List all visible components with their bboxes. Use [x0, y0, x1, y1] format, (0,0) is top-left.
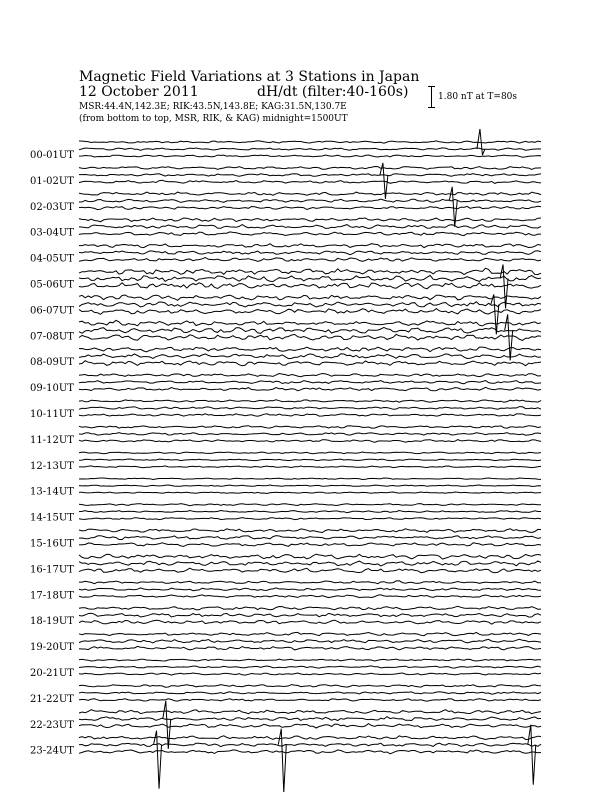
trace-msr: [79, 387, 541, 391]
trace-rik: [79, 407, 541, 410]
trace-kag: [79, 167, 541, 170]
trace-rik: [79, 302, 541, 307]
hour-row-label: 05-06UT: [30, 279, 74, 291]
trace-msr: [79, 699, 541, 702]
hour-row-label: 13-14UT: [30, 486, 74, 498]
trace-msr: [79, 155, 541, 157]
trace-msr: [79, 646, 541, 650]
spike-excursion: [528, 725, 536, 785]
trace-kag: [79, 632, 541, 635]
trace-kag: [79, 504, 541, 506]
trace-msr: [79, 673, 541, 675]
chart-filter: dH/dt (filter:40-160s): [257, 84, 409, 100]
trace-msr: [79, 206, 541, 209]
hour-row-label: 17-18UT: [30, 590, 74, 602]
chart-date: 12 October 2011: [79, 84, 199, 100]
spike-excursion: [505, 314, 513, 360]
spike-excursion: [477, 129, 485, 155]
hour-row-label: 14-15UT: [30, 512, 74, 524]
trace-kag: [79, 268, 541, 274]
hour-row-label: 19-20UT: [30, 642, 74, 654]
trace-msr: [79, 466, 541, 468]
trace-rik: [79, 666, 541, 668]
spike-excursion: [154, 731, 162, 789]
trace-rik: [79, 485, 541, 486]
trace-kag: [79, 736, 541, 740]
trace-rik: [79, 327, 541, 333]
trace-kag: [79, 581, 541, 584]
hour-row-label: 01-02UT: [30, 175, 74, 187]
hour-row-label: 15-16UT: [30, 538, 74, 550]
trace-msr: [79, 414, 541, 416]
hour-row-label: 06-07UT: [30, 305, 74, 317]
trace-kag: [79, 426, 541, 429]
hour-row-label: 02-03UT: [30, 201, 74, 213]
trace-msr: [79, 232, 541, 236]
trace-msr: [79, 309, 541, 315]
trace-kag: [79, 400, 541, 403]
trace-msr: [79, 568, 541, 573]
station-order-note: (from bottom to top, MSR, RIK, & KAG) midnight=1500UT: [79, 114, 348, 124]
trace-rik: [79, 743, 541, 746]
chart-title: Magnetic Field Variations at 3 Stations in Japan: [79, 69, 420, 85]
hour-row-label: 04-05UT: [30, 253, 74, 265]
trace-rik: [79, 433, 541, 436]
trace-kag: [79, 141, 541, 143]
trace-rik: [79, 613, 541, 617]
trace-rik: [79, 459, 541, 461]
hour-row-label: 10-11UT: [30, 409, 74, 420]
trace-msr: [79, 334, 541, 340]
trace-kag: [79, 554, 541, 559]
hour-row-label: 20-21UT: [30, 668, 74, 679]
trace-msr: [79, 595, 541, 598]
trace-rik: [79, 225, 541, 229]
hour-row-label: 23-24UT: [30, 745, 74, 757]
trace-kag: [79, 659, 541, 661]
trace-kag: [79, 529, 541, 533]
trace-msr: [79, 440, 541, 443]
hour-row-label: 08-09UT: [30, 357, 74, 369]
trace-kag: [79, 244, 541, 248]
trace-kag: [79, 710, 541, 714]
trace-kag: [79, 374, 541, 377]
trace-kag: [79, 685, 541, 688]
trace-rik: [79, 354, 541, 359]
trace-msr: [79, 361, 541, 366]
hour-row-label: 18-19UT: [30, 616, 74, 628]
trace-rik: [79, 174, 541, 177]
trace-rik: [79, 199, 541, 202]
trace-kag: [79, 295, 541, 300]
trace-rik: [79, 639, 541, 643]
trace-rik: [79, 251, 541, 255]
hour-row-label: 03-04UT: [30, 227, 74, 239]
trace-msr: [79, 180, 541, 183]
trace-rik: [79, 148, 541, 150]
trace-rik: [79, 588, 541, 591]
station-coordinates: MSR:44.4N,142.3E; RIK:43.5N,143.8E; KAG:31.5N,130.7E: [79, 102, 347, 112]
trace-msr: [79, 492, 541, 494]
trace-msr: [79, 543, 541, 547]
trace-msr: [79, 620, 541, 624]
trace-rik: [79, 381, 541, 384]
trace-kag: [79, 478, 541, 480]
scale-label: 1.80 nT at T=80s: [438, 92, 518, 102]
trace-msr: [79, 750, 541, 754]
trace-kag: [79, 347, 541, 352]
trace-kag: [79, 452, 541, 454]
hour-row-label: 09-10UT: [30, 383, 74, 395]
hour-row-label: 22-23UT: [30, 719, 74, 731]
hour-row-label: 11-12UT: [30, 434, 74, 446]
trace-rik: [79, 275, 541, 281]
hour-row-label: 12-13UT: [30, 460, 74, 472]
trace-rik: [79, 511, 541, 513]
trace-msr: [79, 258, 541, 262]
trace-rik: [79, 717, 541, 721]
trace-kag: [79, 218, 541, 222]
trace-msr: [79, 283, 541, 289]
trace-kag: [79, 606, 541, 610]
hour-row-label: 00-01UT: [30, 150, 74, 161]
trace-rik: [79, 692, 541, 694]
trace-rik: [79, 536, 541, 540]
hour-row-label: 21-22UT: [30, 693, 74, 705]
trace-kag: [79, 192, 541, 195]
trace-kag: [79, 320, 541, 326]
trace-msr: [79, 724, 541, 728]
trace-rik: [79, 561, 541, 566]
hour-row-label: 16-17UT: [30, 564, 74, 576]
trace-msr: [79, 518, 541, 520]
hour-row-label: 07-08UT: [30, 331, 74, 343]
